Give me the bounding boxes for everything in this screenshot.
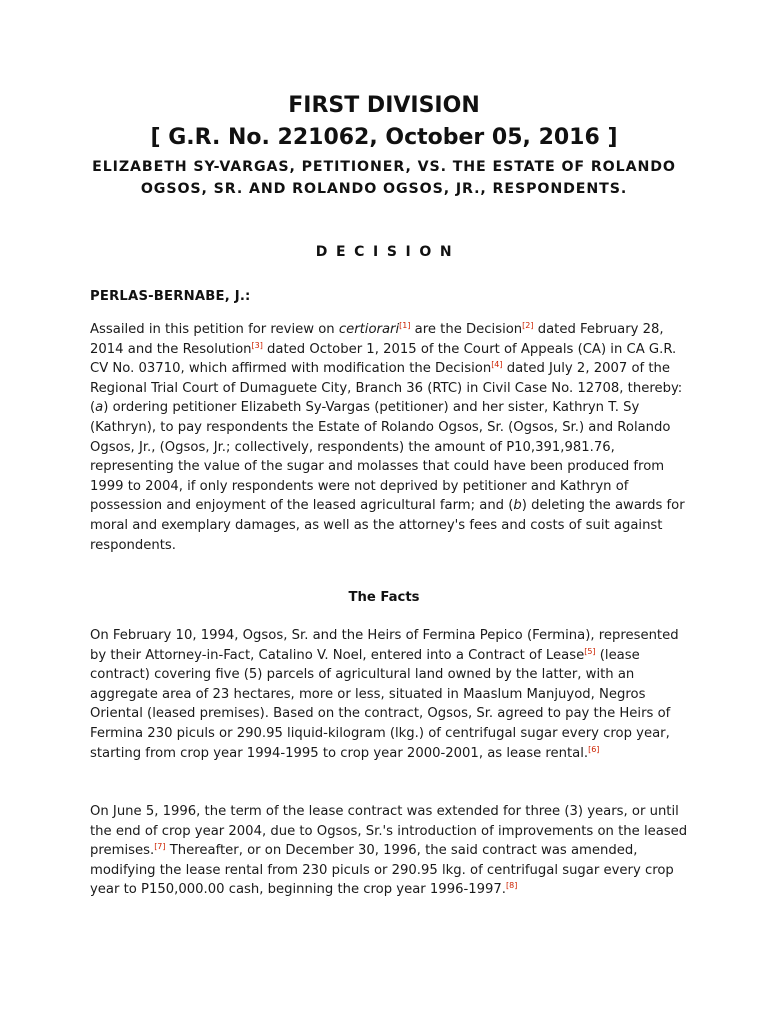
paragraph-text: ) ordering petitioner Elizabeth Sy-Vargas (petitioner) and her sister, Kathryn T. Sy (Kathryn), to pay respondents the Estate of Rolando Ogsos, Sr. (Ogsos, Sr.) and Rolando Ogsos, Jr., (Ogsos, Jr.; collectively, respondents) the amount of P10,391,981.76, representing the value of the sugar and molasses that could have been produced from 1999 to 2004, if only respondents were not deprived by petitioner and Kathryn of possession and enjoyment of the leased agricultural farm; and (	[90, 400, 671, 514]
italic-text: b	[513, 498, 522, 514]
italic-text: a	[95, 400, 104, 416]
paragraph-text: are the Decision	[410, 322, 523, 337]
division-heading: FIRST DIVISION	[288, 93, 480, 118]
paragraph-text: (lease contract) covering five (5) parcels of agricultural land owned by the latter, with an aggregate area of 23 hectares, more or less, situated in Maaslum Manjuyod, Negros Oriental (leased premises). Based on the contract, Ogsos, Sr. agreed to pay the Heirs of Fermina 230 piculs or 290.95 liquid-kilogram (lkg.) of centrifugal sugar every crop year, starting from crop year 1994-1995 to crop year 2000-2001, as lease rental.	[90, 647, 671, 761]
paragraph-text: ) deleting the awards for moral and exemplary damages, as well as the attorney's fees and costs of suit against respondents.	[90, 498, 685, 553]
ponente-line: PERLAS-BERNABE, J.:	[90, 289, 251, 304]
italic-text: certiorari	[338, 322, 400, 337]
footnote-ref-3[interactable]: [3]	[251, 340, 263, 350]
footnote-ref-4[interactable]: [4]	[491, 360, 503, 370]
paragraph-text: dated July 2, 2007 of the Regional Trial Court of Dumaguete City, Branch 36 (RTC) in Civil Case No. 12708, thereby: (	[90, 361, 683, 416]
paragraph-text: Assailed in this petition for review on	[90, 322, 339, 337]
footnote-ref-5[interactable]: [5]	[584, 646, 596, 656]
paragraph-text: dated February 28, 2014 and the Resolution	[90, 322, 664, 357]
case-parties-heading: ELIZABETH SY-VARGAS, PETITIONER, VS. THE ESTATE OF ROLANDO OGSOS, SR. AND ROLANDO OGSOS, JR., RESPONDENTS.	[92, 159, 676, 197]
decision-heading: DECISION	[315, 244, 461, 260]
paragraph-text: On June 5, 1996, the term of the lease contract was extended for three (3) years, or until the end of crop year 2004, due to Ogsos, Sr.'s introduction of improvements on the leased premises.	[90, 804, 688, 859]
paragraph-intro	[90, 320, 690, 555]
paragraph-lease	[90, 626, 690, 763]
facts-heading: The Facts	[348, 590, 420, 605]
footnote-ref-1[interactable]: [1]	[399, 321, 411, 330]
paragraph-extension	[90, 802, 690, 900]
footnote-ref-2[interactable]: [2]	[522, 321, 534, 330]
case-number-heading: [ G.R. No. 221062, October 05, 2016 ]	[150, 125, 618, 150]
footnote-ref-8[interactable]: [8]	[506, 881, 518, 891]
paragraph-text: Thereafter, or on December 30, 1996, the said contract was amended, modifying the lease rental from 230 piculs or 290.95 lkg. of centrifugal sugar every crop year to P150,000.00 cash, beginning the crop year 1996-1997.	[90, 843, 674, 898]
footnote-ref-7[interactable]: [7]	[154, 842, 166, 852]
footnote-ref-6[interactable]: [6]	[588, 744, 600, 754]
paragraph-text: dated October 1, 2015 of the Court of Appeals (CA) in CA G.R. CV No. 03710, which affirmed with modification the Decision	[90, 341, 677, 377]
paragraph-text: On February 10, 1994, Ogsos, Sr. and the Heirs of Fermina Pepico (Fermina), represented by their Attorney-in-Fact, Catalino V. Noel, entered into a Contract of Lease	[90, 628, 679, 663]
